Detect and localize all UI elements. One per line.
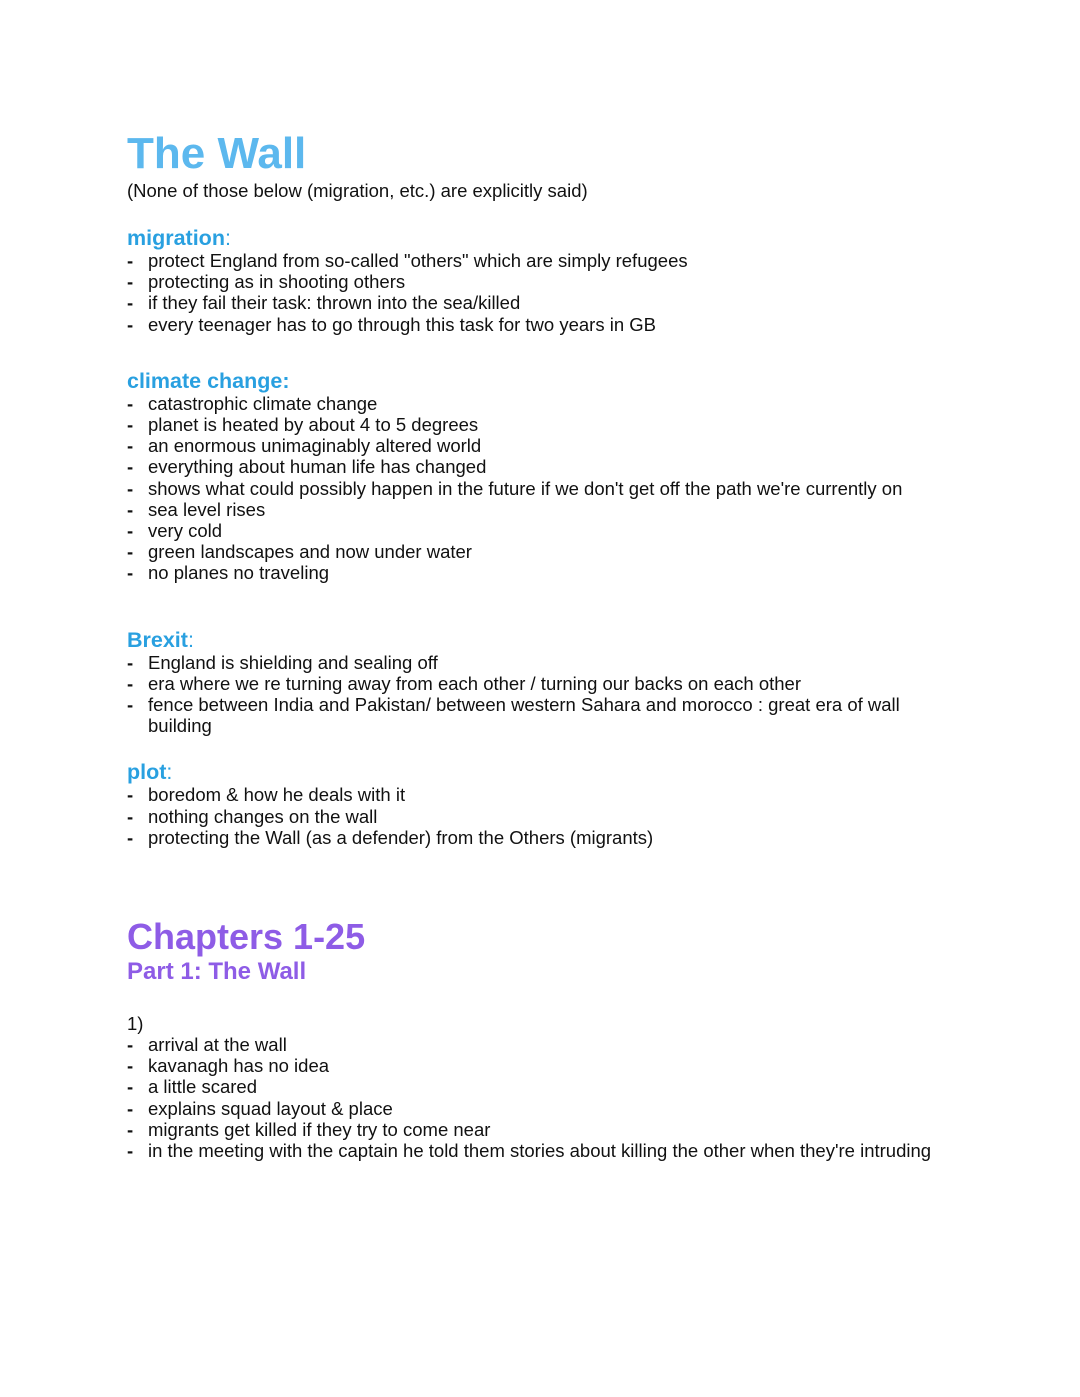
climate-change-list bbox=[127, 393, 957, 584]
list-item: - shows what could possibly happen in the future if we don't get off the path we're currently on bbox=[127, 478, 957, 499]
section-migration bbox=[127, 226, 957, 335]
migration-list bbox=[127, 250, 957, 335]
section-heading-migration: migration: bbox=[127, 226, 231, 250]
plot-list bbox=[127, 784, 957, 848]
list-item: - era where we re turning away from each other / turning our backs on each other bbox=[127, 673, 957, 694]
chapter-1-list bbox=[127, 1034, 957, 1161]
document-title: The Wall bbox=[127, 129, 307, 178]
document-note: (None of those below (migration, etc.) are explicitly said) bbox=[127, 180, 588, 201]
list-item: - England is shielding and sealing off bbox=[127, 652, 957, 673]
list-item: - kavanagh has no idea bbox=[127, 1055, 957, 1076]
chapter-number: 1) bbox=[127, 1013, 144, 1035]
list-item: - planet is heated by about 4 to 5 degrees bbox=[127, 414, 957, 435]
brexit-list bbox=[127, 652, 957, 737]
list-item: - every teenager has to go through this task for two years in GB bbox=[127, 314, 957, 335]
document-page bbox=[127, 128, 957, 1161]
list-item: - green landscapes and now under water bbox=[127, 541, 957, 562]
list-item: - fence between India and Pakistan/ between western Sahara and morocco : great era of wall building bbox=[127, 694, 957, 736]
section-climate-change bbox=[127, 369, 957, 584]
list-item: - nothing changes on the wall bbox=[127, 806, 957, 827]
section-plot bbox=[127, 760, 957, 848]
list-item: - protecting the Wall (as a defender) from the Others (migrants) bbox=[127, 827, 957, 848]
section-brexit bbox=[127, 628, 957, 737]
list-item: - an enormous unimaginably altered world bbox=[127, 435, 957, 456]
list-item: - sea level rises bbox=[127, 499, 957, 520]
list-item: - protecting as in shooting others bbox=[127, 271, 957, 292]
list-item: - arrival at the wall bbox=[127, 1034, 957, 1055]
list-item: - in the meeting with the captain he told them stories about killing the other when they're intruding bbox=[127, 1140, 957, 1161]
chapters-section bbox=[127, 916, 957, 1161]
part-title: Part 1: The Wall bbox=[127, 958, 307, 986]
section-heading-plot: plot: bbox=[127, 760, 173, 785]
list-item: - very cold bbox=[127, 520, 957, 541]
list-item: - no planes no traveling bbox=[127, 562, 957, 583]
chapters-title: Chapters 1-25 bbox=[127, 916, 366, 958]
section-heading-brexit: Brexit: bbox=[127, 627, 194, 652]
list-item: - everything about human life has changed bbox=[127, 456, 957, 477]
list-item: - protect England from so-called "others" which are simply refugees bbox=[127, 250, 957, 271]
section-heading-climate-change: climate change: bbox=[127, 368, 290, 393]
list-item: - boredom & how he deals with it bbox=[127, 784, 957, 805]
list-item: - catastrophic climate change bbox=[127, 393, 957, 414]
list-item: - a little scared bbox=[127, 1076, 957, 1097]
list-item: - migrants get killed if they try to come near bbox=[127, 1119, 957, 1140]
chapter-1-notes bbox=[127, 1013, 957, 1161]
list-item: - explains squad layout & place bbox=[127, 1098, 957, 1119]
list-item: - if they fail their task: thrown into the sea/killed bbox=[127, 292, 957, 313]
